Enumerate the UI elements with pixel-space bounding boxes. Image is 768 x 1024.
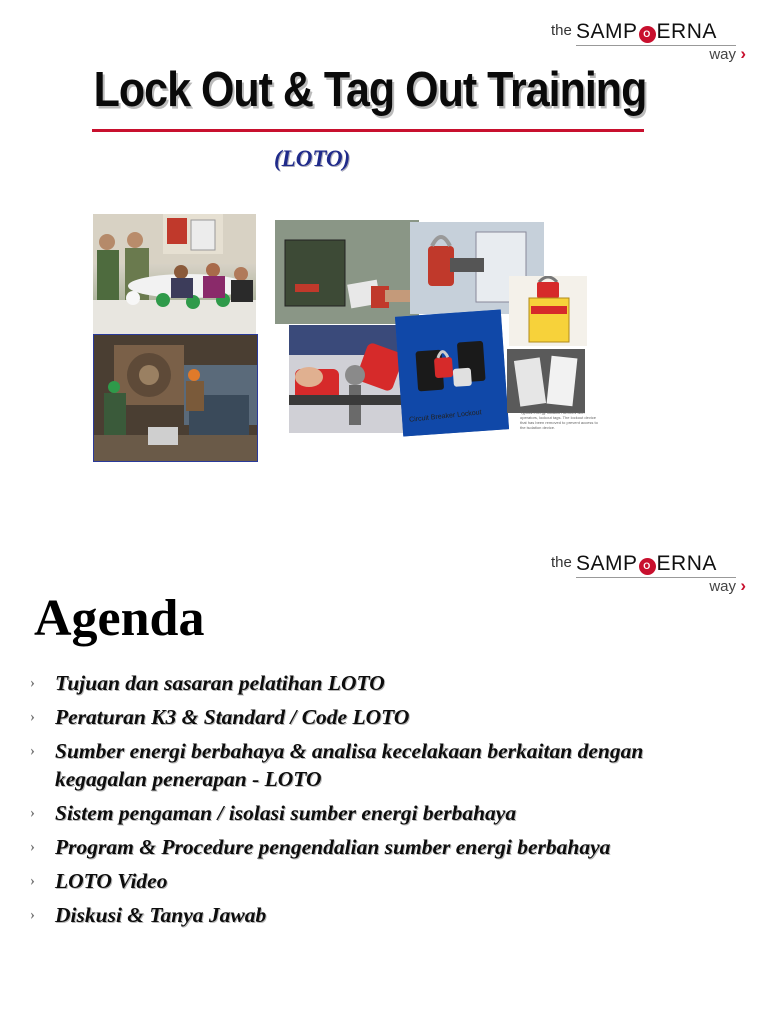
agenda-item	[30, 669, 730, 697]
panel-lockout-photo	[275, 220, 419, 324]
logo-way: way	[709, 46, 736, 63]
agenda-item	[30, 799, 730, 827]
logo-brand-right: ERNA	[656, 20, 717, 43]
logo-the: the	[551, 554, 572, 571]
bullet-chevron-icon: ›	[30, 839, 35, 855]
bullet-chevron-icon: ›	[30, 675, 35, 691]
agenda-title: Agenda	[34, 590, 205, 647]
slide-agenda	[0, 512, 768, 1024]
agenda-item	[30, 737, 730, 793]
valve-lockout-photo	[289, 325, 413, 433]
logo-way: way	[709, 578, 736, 595]
agenda-item	[30, 901, 730, 929]
bullet-chevron-icon: ›	[30, 907, 35, 923]
agenda-item	[30, 833, 730, 861]
sampoerna-logo	[546, 20, 746, 68]
machinery-photo	[93, 334, 258, 462]
logo-chevron-icon: ›	[740, 44, 746, 63]
agenda-item-text: LOTO Video	[55, 869, 168, 893]
lockout-tags-photo	[507, 349, 585, 413]
photo-caption: Circuit Breaker Lockout	[408, 409, 482, 424]
agenda-item	[30, 867, 730, 895]
logo-brand	[576, 552, 717, 576]
logo-chevron-icon: ›	[740, 576, 746, 595]
logo-brand-left: SAMP	[576, 20, 638, 43]
slide-title-text: Lock Out & Tag Out Training	[93, 62, 647, 118]
bullet-chevron-icon: ›	[30, 805, 35, 821]
agenda-item	[30, 703, 730, 731]
logo-emblem-icon: O	[639, 558, 656, 575]
logo-brand-left: SAMP	[576, 552, 638, 575]
photo-fineprint: Typical energy isolation devices with operators, lockout tags. The lockout device that has been removed to prevent access to the isolation device.	[520, 410, 598, 430]
agenda-list	[30, 669, 730, 935]
agenda-item-text: Sumber energi berbahaya & analisa kecelakaan berkaitan dengan kegagalan penerapan - LOTO	[55, 739, 644, 791]
slide-subtitle: (LOTO)	[274, 146, 351, 171]
bullet-chevron-icon: ›	[30, 743, 35, 759]
logo-the: the	[551, 22, 572, 39]
bullet-chevron-icon: ›	[30, 873, 35, 889]
agenda-item-text: Program & Procedure pengendalian sumber energi berbahaya	[55, 835, 611, 859]
training-group-photo	[93, 214, 256, 334]
danger-tag-photo	[509, 276, 587, 346]
title-underline	[92, 129, 644, 132]
agenda-item-text: Tujuan dan sasaran pelatihan LOTO	[55, 671, 385, 695]
agenda-item-text: Diskusi & Tanya Jawab	[55, 903, 267, 927]
agenda-item-text: Peraturan K3 & Standard / Code LOTO	[55, 705, 410, 729]
bullet-chevron-icon: ›	[30, 709, 35, 725]
logo-emblem-icon: O	[639, 26, 656, 43]
agenda-item-text: Sistem pengaman / isolasi sumber energi berbahaya	[55, 801, 517, 825]
logo-brand-right: ERNA	[656, 552, 717, 575]
logo-brand	[576, 20, 717, 44]
sampoerna-logo	[546, 552, 746, 600]
